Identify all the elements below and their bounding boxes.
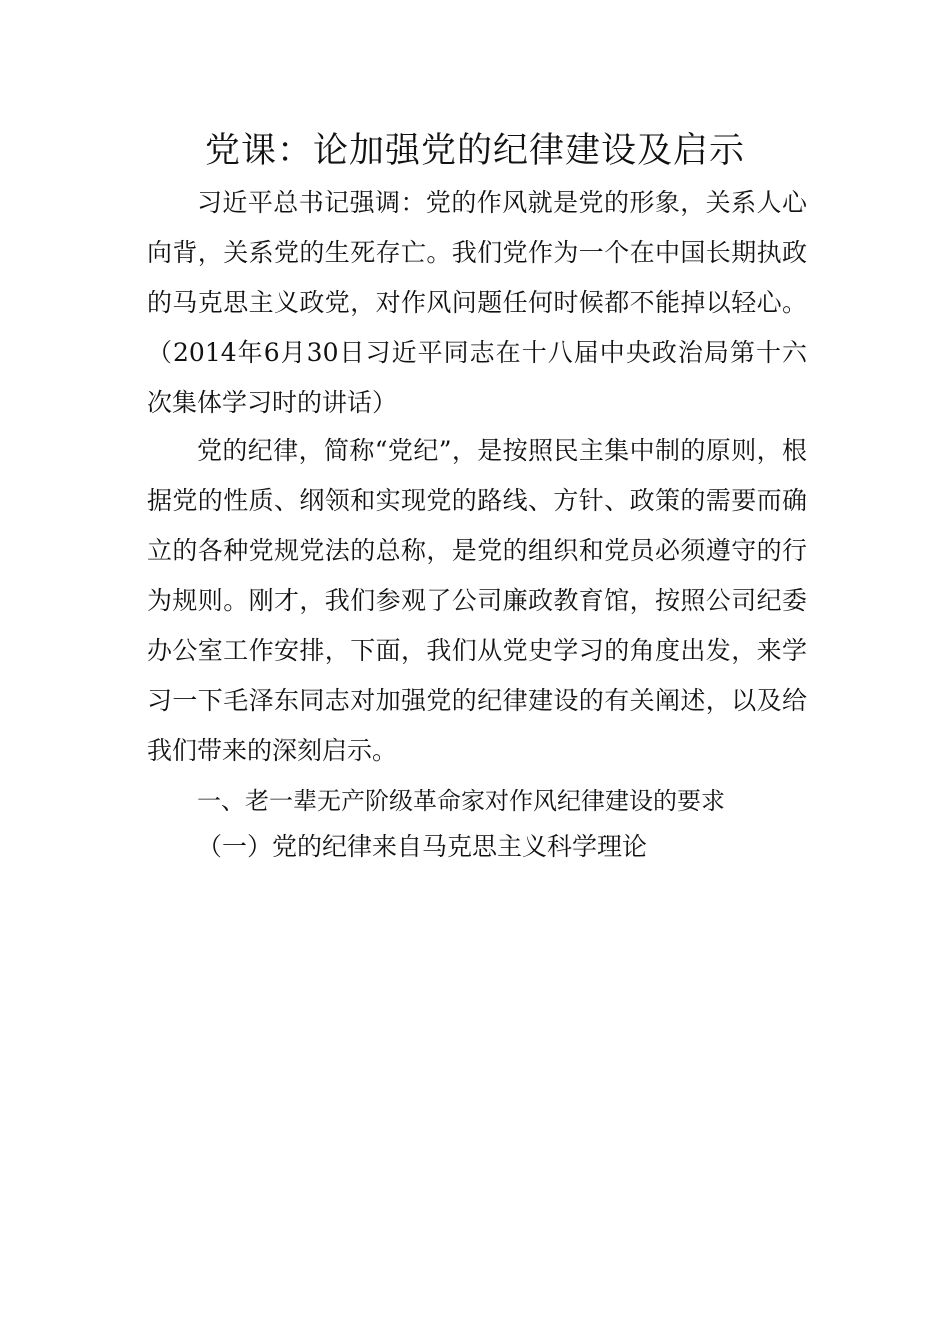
paragraph-definition: 党的纪律，简称“党纪”，是按照民主集中制的原则，根据党的性质、纲领和实现党的路线、方针、政策的需要而确立的各种党规党法的总称，是党的组织和党员必须遵守的行为规则。刚才，我们参观了公司廉政教育馆，按照公司纪委办公室工作安排，下面，我们从党史学习的角度出发，来学习一下毛泽东同志对加强党的纪律建设的有关阐述，以及给我们带来的深刻启示。 — [147, 436, 807, 765]
paragraph-quote: 习近平总书记强调：党的作风就是党的形象，关系人心向背，关系党的生死存亡。我们党作为一个在中国长期执政的马克思主义政党，对作风问题任何时候都不能掉以轻心。（2014年6月30日习近平同志在十八届中央政治局第十六次集体学习时的讲话） — [147, 188, 807, 417]
subsection-heading: （一）党的纪律来自马克思主义科学理论 — [197, 832, 648, 861]
section-heading: 一、老一辈无产阶级革命家对作风纪律建设的要求 — [197, 787, 725, 815]
document-title: 党课：论加强党的纪律建设及启示 — [204, 131, 745, 171]
